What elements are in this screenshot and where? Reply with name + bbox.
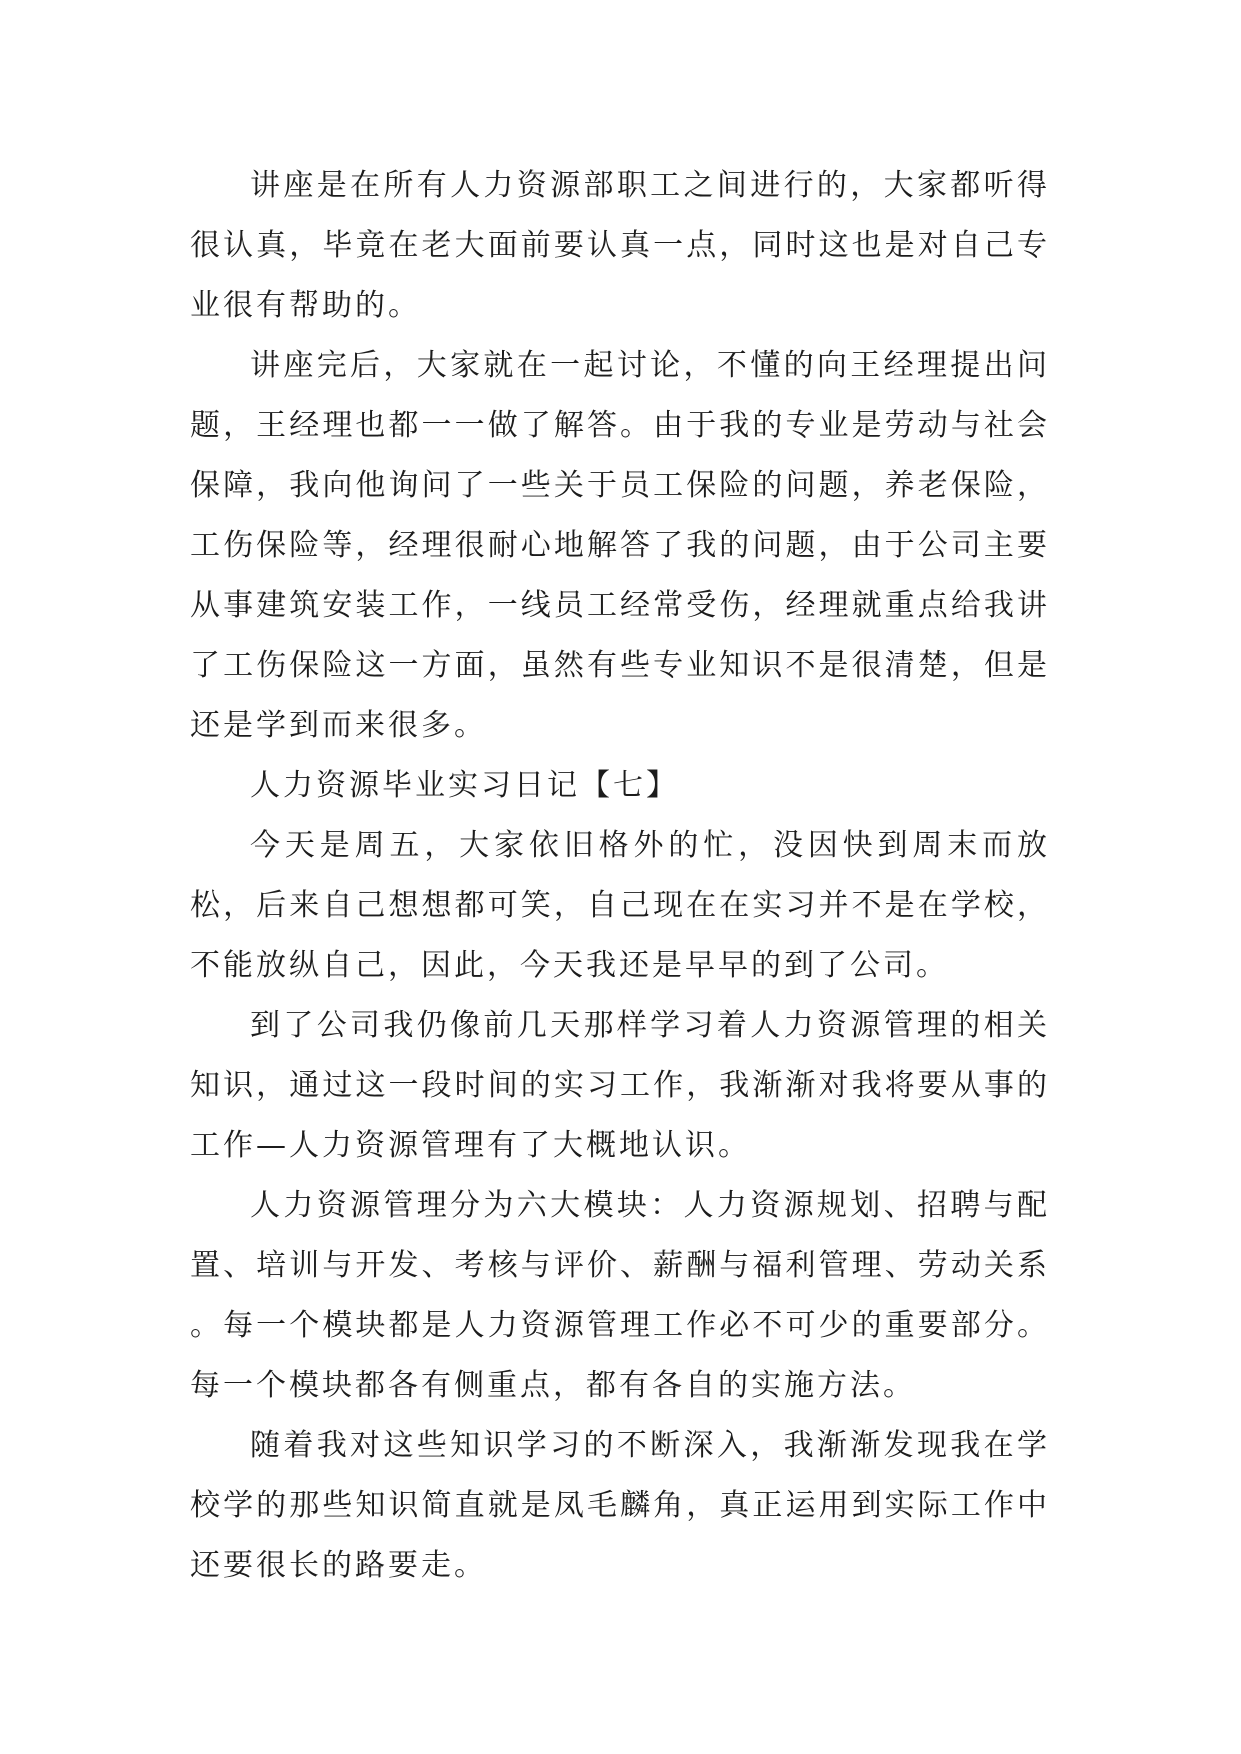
paragraph-friday: 今天是周五，大家依旧格外的忙，没因快到周末而放松，后来自己想想都可笑，自己现在在实习并不是在学校，不能放纵自己，因此，今天我还是早早的到了公司。 bbox=[190, 828, 1050, 983]
paragraph-six-modules: 人力资源管理分为六大模块：人力资源规划、招聘与配置、培训与开发、考核与评价、薪酬与福利管理、劳动关系 。每一个模块都是人力资源管理工作必不可少的重要部分。每一个模块都各有侧重点，都有各自的实施方法。 bbox=[190, 1188, 1050, 1403]
paragraph-study: 到了公司我仍像前几天那样学习着人力资源管理的相关知识，通过这一段时间的实习工作，我渐渐对我将要从事的工作—人力资源管理有了大概地认识。 bbox=[190, 1008, 1050, 1163]
paragraph-discussion: 讲座完后，大家就在一起讨论，不懂的向王经理提出问题，王经理也都一一做了解答。由于我的专业是劳动与社会保障，我向他询问了一些关于员工保险的问题，养老保险，工伤保险等，经理很耐心地解答了我的问题，由于公司主要从事建筑安装工作，一线员工经常受伤，经理就重点给我讲了工伤保险这一方面，虽然有些专业知识不是很清楚，但是还是学到而来很多。 bbox=[190, 348, 1050, 743]
paragraph-reflection: 随着我对这些知识学习的不断深入，我渐渐发现我在学校学的那些知识简直就是凤毛麟角，真正运用到实际工作中还要很长的路要走。 bbox=[190, 1428, 1050, 1583]
diary-heading: 人力资源毕业实习日记【七】 bbox=[250, 768, 679, 803]
document-body bbox=[190, 156, 1050, 1596]
paragraph-lecture-atmosphere: 讲座是在所有人力资源部职工之间进行的，大家都听得很认真，毕竟在老大面前要认真一点，同时这也是对自己专业很有帮助的。 bbox=[190, 168, 1050, 323]
